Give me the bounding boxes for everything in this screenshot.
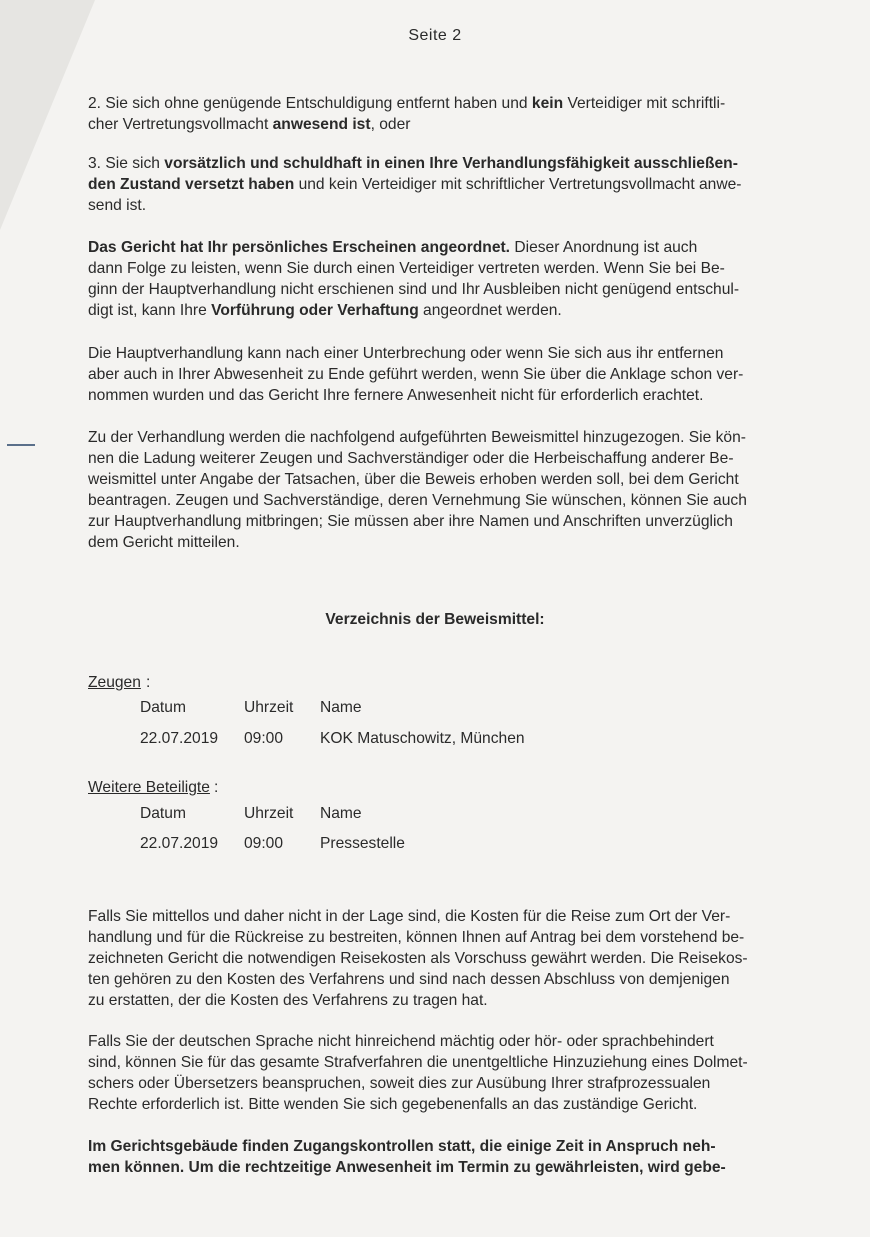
text-line	[88, 153, 788, 174]
text-line	[88, 511, 788, 532]
text-run: weismittel unter Angabe der Tatsachen, über die Beweis erhoben werden soll, bei dem Gericht	[88, 471, 739, 488]
text-run: Dieser Anordnung ist auch	[510, 239, 698, 256]
text-line	[88, 532, 788, 553]
bold-run: Im Gerichtsgebäude finden Zugangskontrollen statt, die einige Zeit in Anspruch neh-	[88, 1138, 716, 1155]
text-line	[88, 1031, 788, 1052]
witnesses-label: Zeugen	[88, 674, 141, 691]
paragraph-interpreter	[88, 1031, 788, 1115]
col-time: Uhrzeit	[244, 699, 294, 716]
text-line	[88, 427, 788, 448]
text-run: Falls Sie der deutschen Sprache nicht hinreichend mächtig oder hör- oder sprachbehindert	[88, 1033, 714, 1050]
text-line	[88, 927, 788, 948]
col-name: Name	[320, 699, 362, 716]
witnesses-colon: :	[146, 674, 151, 691]
col-name: Name	[320, 805, 362, 822]
text-run: Rechte erforderlich ist. Bitte wenden Sie sich gegebenenfalls an das zuständige Gericht.	[88, 1096, 698, 1113]
text-run: , oder	[370, 116, 411, 133]
text-line	[88, 969, 788, 990]
text-run: zur Hauptverhandlung mitbringen; Sie müssen aber ihre Namen und Anschriften unverzüglich	[88, 513, 733, 530]
others-label: Weitere Beteiligte	[88, 779, 210, 796]
text-line	[88, 114, 788, 135]
text-run: Zu der Verhandlung werden die nachfolgend aufgeführten Beweismittel hinzugezogen. Sie kön-	[88, 429, 746, 446]
text-line	[88, 948, 788, 969]
text-line	[88, 448, 788, 469]
col-time: Uhrzeit	[244, 805, 294, 822]
text-line	[88, 469, 788, 490]
text-line	[88, 906, 788, 927]
text-run: angeordnet werden.	[418, 302, 562, 319]
text-run: dann Folge zu leisten, wenn Sie durch einen Verteidiger vertreten werden. Wenn Sie bei Be-	[88, 260, 725, 277]
others-row	[140, 835, 740, 857]
text-line	[88, 258, 788, 279]
text-run: handlung und für die Rückreise zu bestreiten, können Ihnen auf Antrag bei dem vorstehend be-	[88, 929, 745, 946]
paragraph-travel-costs	[88, 906, 788, 1011]
text-line	[88, 343, 788, 364]
col-date: Datum	[140, 699, 186, 716]
witness-date: 22.07.2019	[140, 730, 219, 747]
other-name: Pressestelle	[320, 835, 405, 852]
witness-name: KOK Matuschowitz, München	[320, 730, 525, 747]
text-run: zu erstatten, der die Kosten des Verfahrens zu tragen hat.	[88, 992, 488, 1009]
text-run: send ist.	[88, 197, 147, 214]
text-run: beantragen. Zeugen und Sachverständige, deren Vernehmung Sie wünschen, können Sie auch	[88, 492, 747, 509]
text-run: schers oder Übersetzers beanspruchen, soweit dies zur Ausübung Ihrer strafprozessualen	[88, 1075, 711, 1092]
text-line	[88, 279, 788, 300]
paragraph-absence-clause	[88, 93, 788, 135]
text-run: 3. Sie sich	[88, 155, 165, 172]
bold-run: kein	[531, 95, 564, 112]
paragraph-access-control	[88, 1136, 788, 1178]
paragraph-trial-in-absence	[88, 343, 788, 406]
others-colon: :	[214, 779, 219, 796]
text-run: ginn der Hauptverhandlung nicht erschienen sind und Ihr Ausbleiben nicht genügend entschul-	[88, 281, 740, 298]
evidence-list-heading: Verzeichnis der Beweismittel:	[325, 611, 545, 628]
text-run: Die Hauptverhandlung kann nach einer Unterbrechung oder wenn Sie sich aus ihr entfernen	[88, 345, 724, 362]
bold-run: den Zustand versetzt haben	[88, 176, 295, 193]
text-line	[88, 385, 788, 406]
text-line	[88, 195, 788, 216]
text-line	[88, 1073, 788, 1094]
paragraph-personal-appearance	[88, 237, 788, 321]
page-number: Seite 2	[408, 27, 462, 44]
bold-run: Vorführung oder Verhaftung	[211, 302, 419, 319]
text-run: nommen wurden und das Gericht Ihre fernere Anwesenheit nicht für erforderlich erachtet.	[88, 387, 704, 404]
bold-run: anwesend ist	[272, 116, 371, 133]
text-line	[88, 990, 788, 1011]
others-table-header	[140, 805, 740, 827]
text-run: Verteidiger mit schriftli-	[563, 95, 726, 112]
text-run: 2. Sie sich ohne genügende Entschuldigung entfernt haben und	[88, 95, 532, 112]
text-run: sind, können Sie für das gesamte Strafverfahren die unentgeltliche Hinzuziehung eines Dolmet-	[88, 1054, 748, 1071]
text-run: ten gehören zu den Kosten des Verfahrens und sind nach dessen Abschluss von demjenigen	[88, 971, 730, 988]
text-line	[88, 300, 788, 321]
text-run: cher Vertretungsvollmacht	[88, 116, 273, 133]
text-line	[88, 1052, 788, 1073]
witness-row	[140, 730, 740, 752]
paragraph-evidence-notice	[88, 427, 788, 553]
text-run: Falls Sie mittellos und daher nicht in der Lage sind, die Kosten für die Reise zum Ort der Ver-	[88, 908, 731, 925]
bold-run: men können. Um die rechtzeitige Anwesenheit im Termin zu gewährleisten, wird gebe-	[88, 1159, 726, 1176]
text-line	[88, 364, 788, 385]
witness-time: 09:00	[244, 730, 284, 747]
text-run: aber auch in Ihrer Abwesenheit zu Ende geführt werden, wenn Sie über die Anklage schon ver-	[88, 366, 744, 383]
text-line	[88, 174, 788, 195]
text-run: und kein Verteidiger mit schriftlicher Vertretungsvollmacht anwe-	[294, 176, 742, 193]
margin-pen-mark	[7, 444, 35, 446]
other-time: 09:00	[244, 835, 284, 852]
text-line	[88, 1094, 788, 1115]
text-run: digt ist, kann Ihre	[88, 302, 212, 319]
bold-run: vorsätzlich und schuldhaft in einen Ihre Verhandlungsfähigkeit ausschließen-	[164, 155, 738, 172]
text-line	[88, 237, 788, 258]
text-run: zeichneten Gericht die notwendigen Reisekosten als Vorschuss gewährt werden. Die Reisekos-	[88, 950, 748, 967]
text-line	[88, 1136, 788, 1157]
text-run: nen die Ladung weiterer Zeugen und Sachverständiger oder die Herbeischaffung anderer Be-	[88, 450, 734, 467]
paragraph-incapacity-clause	[88, 153, 788, 216]
witness-table-header	[140, 699, 740, 721]
other-date: 22.07.2019	[140, 835, 219, 852]
text-line	[88, 1157, 788, 1178]
text-line	[88, 93, 788, 114]
text-run: dem Gericht mitteilen.	[88, 534, 240, 551]
bold-run: Das Gericht hat Ihr persönliches Erscheinen angeordnet.	[88, 239, 511, 256]
col-date: Datum	[140, 805, 186, 822]
text-line	[88, 490, 788, 511]
